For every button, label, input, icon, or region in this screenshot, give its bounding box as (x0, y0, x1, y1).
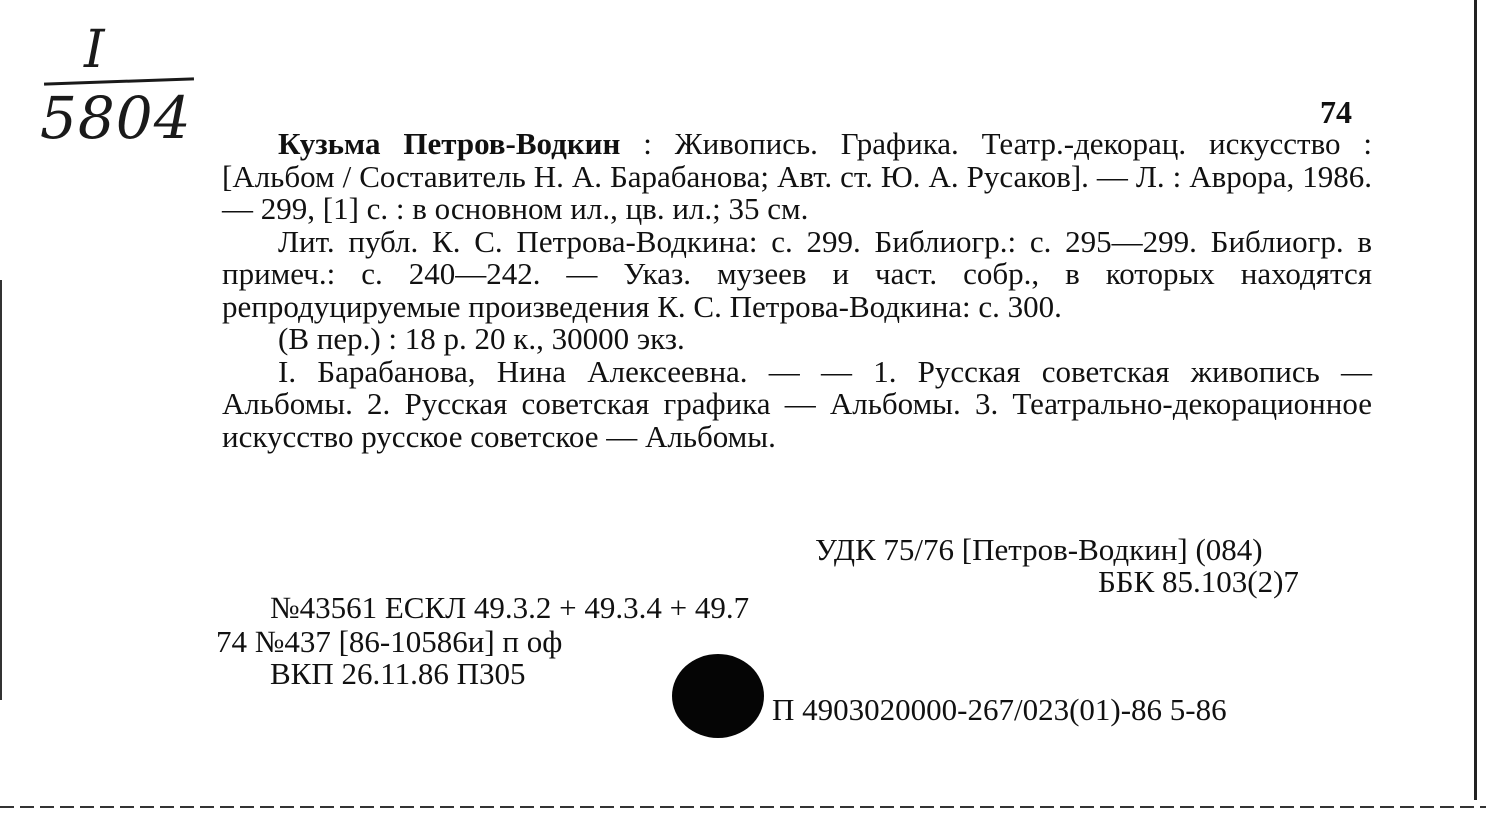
tracings-paragraph: I. Барабанова, Нина Алексеевна. — — 1. Русская советская живопись — Альбомы. 2. Русская советская графика — Альбомы. 3. Театрально-декорационное искусство русское советское — Альбомы. (222, 353, 1372, 454)
title-paragraph (222, 128, 1372, 226)
binding-price: (В пер.) : 18 р. 20 к., 30000 экз. (278, 321, 685, 356)
bibliographic-record (222, 128, 1372, 453)
tech-line-2: 74 №437 [86-10586и] п оф (216, 624, 563, 659)
tech-line-1: №43561 ЕСКЛ 49.3.2 + 49.3.4 + 49.7 (270, 590, 750, 625)
card-number: 74 (1320, 94, 1352, 130)
bbk-code: ББК 85.103(2)7 (1098, 564, 1299, 599)
card-right-edge (1474, 0, 1477, 800)
shelfmark-bottom: 5804 (40, 84, 192, 152)
notes-paragraph: Лит. публ. К. С. Петрова-Водкина: с. 299. Библиогр.: с. 295—299. Библиогр. в примеч.: с. 240—242. — Указ. музеев и част. собр., в которых находятся репродуцируемые произведения К. С. Петрова-Водкина: с. 300. (222, 223, 1372, 324)
title-statement: : Живопись. Графика. Театр.-декорац. искусство : [Альбом / Составитель Н. А. Барабанова; Авт. ст. Ю. А. Русаков]. — Л. : Аврора, 1986. — 299, [1] с. : в основном ил., цв. ил.; 35 см. (222, 126, 1372, 226)
author-heading: Кузьма Петров-Водкин (278, 126, 621, 161)
publisher-index-line: П 4903020000-267/023(01)-86 5-86 (772, 692, 1227, 727)
udk-code: УДК 75/76 [Петров-Водкин] (084) (815, 532, 1263, 567)
card-left-edge (0, 280, 2, 700)
card-bottom-edge (0, 806, 1486, 808)
tech-line-3: ВКП 26.11.86 П305 (270, 656, 526, 691)
shelfmark-top: I (84, 20, 105, 80)
ink-blot (672, 654, 764, 738)
